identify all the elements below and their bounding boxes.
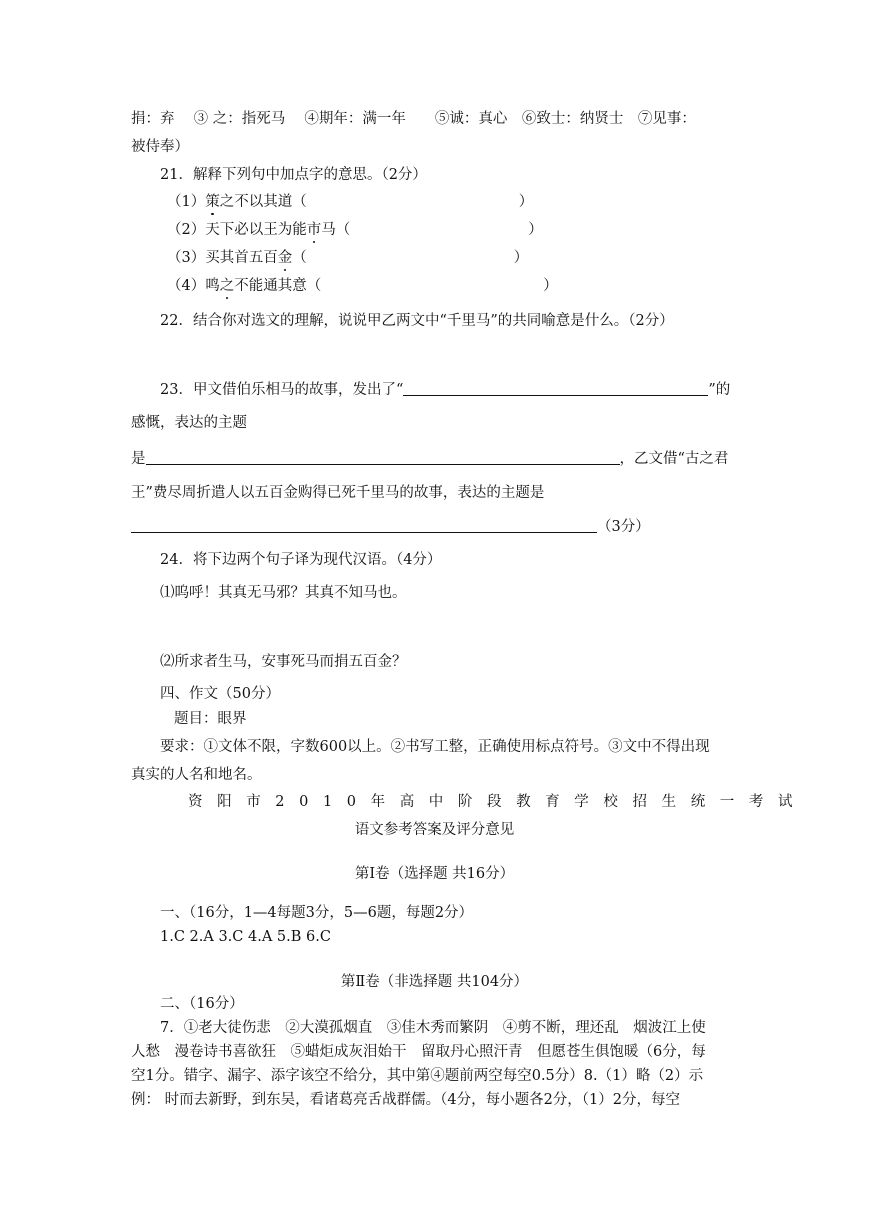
- section-1-answers: 1.C 2.A 3.C 4.A 5.B 6.C: [160, 929, 331, 945]
- answer-subtitle: 语文参考答案及评分意见: [354, 822, 515, 838]
- section-1-heading: 一、（16分，1—4每题3分，5—6题，每题2分）: [160, 905, 474, 921]
- answer-q7-line-3: 空1分。错字、漏字、添字该空不给分，其中第④题前两空每空0.5分）8.（1）略（2）示: [131, 1068, 704, 1084]
- q24-sentence-1: ⑴呜呼！其真无马邪？其真不知马也。: [160, 585, 407, 601]
- q23-line-4: 王”费尽周折遣人以五百金购得已死千里马的故事，表达的主题是: [131, 485, 545, 501]
- q23-line-5: （3分）: [131, 516, 650, 537]
- q21-item-2: （2）天下必以王为能市马（ ）: [167, 222, 543, 238]
- essay-requirement-1: 要求：①文体不限，字数600以上。②书写工整，正确使用标点符号。③文中不得出现: [160, 739, 710, 755]
- dotted-char: 金: [277, 250, 293, 266]
- answer-q7-line-4: 例： 时而去新野，到东吴，看诸葛亮舌战群儒。（4分，每小题各2分，（1）2分，每空: [131, 1092, 681, 1108]
- q22-title: 22．结合你对选文的理解，说说甲乙两文中“千里马”的共同喻意是什么。（2分）: [160, 313, 674, 329]
- essay-requirement-2: 真实的人名和地名。: [131, 767, 262, 783]
- q21-title: 21．解释下列句中加点字的意思。（2分）: [160, 167, 427, 183]
- answer-blank: [131, 516, 597, 533]
- dotted-char: 之: [219, 278, 235, 294]
- q23-line-1: 23．甲文借伯乐相马的故事，发出了“ ”的: [160, 379, 730, 400]
- dotted-char: 市: [306, 222, 322, 238]
- answer-blank: [146, 448, 620, 465]
- q21-item-1: （1）策之不以其道（ ）: [167, 194, 534, 210]
- volume-2-heading: 第Ⅱ卷（非选择题 共104分）: [340, 974, 529, 990]
- q21-item-4: （4）鸣之不能通其意（ ）: [167, 278, 558, 294]
- q24-title: 24．将下边两个句子译为现代汉语。（4分）: [160, 552, 442, 568]
- essay-topic: 题目：眼界: [174, 711, 247, 727]
- q23-line-2: 感慨，表达的主题: [131, 415, 247, 431]
- answer-blank: [403, 379, 708, 396]
- answer-q7-line-1: 7．①老大徒伤悲 ②大漠孤烟直 ③佳木秀而繁阴 ④剪不断，理还乱 烟波江上使: [160, 1020, 706, 1036]
- volume-1-heading: 第Ⅰ卷（选择题 共16分）: [354, 866, 515, 882]
- answer-exam-title: 资阳市2010年高中阶段教育学校招生统一考试: [188, 794, 808, 810]
- section-2-heading: 二、（16分）: [160, 996, 244, 1012]
- q24-sentence-2: ⑵所求者生马，安事死马而捐五百金？: [160, 654, 407, 670]
- answer-q7-line-2: 人愁 漫卷诗书喜欲狂 ⑤蜡炬成灰泪始干 留取丹心照汗青 但愿苍生俱饱暖（6分，每: [131, 1044, 706, 1060]
- notes-line-1: 捐：弃 ③ 之：指死马 ④期年：满一年 ⑤诚：真心 ⑥致士：纳贤士 ⑦见事：: [131, 111, 696, 127]
- dotted-char: 策: [205, 194, 220, 210]
- notes-line-2: 被侍奉）: [131, 139, 189, 155]
- q23-line-3: 是 ，乙文借“古之君: [131, 448, 728, 469]
- essay-heading: 四、作文（50分）: [160, 686, 280, 702]
- q21-item-3: （3）买其首五百金（ ）: [167, 250, 529, 266]
